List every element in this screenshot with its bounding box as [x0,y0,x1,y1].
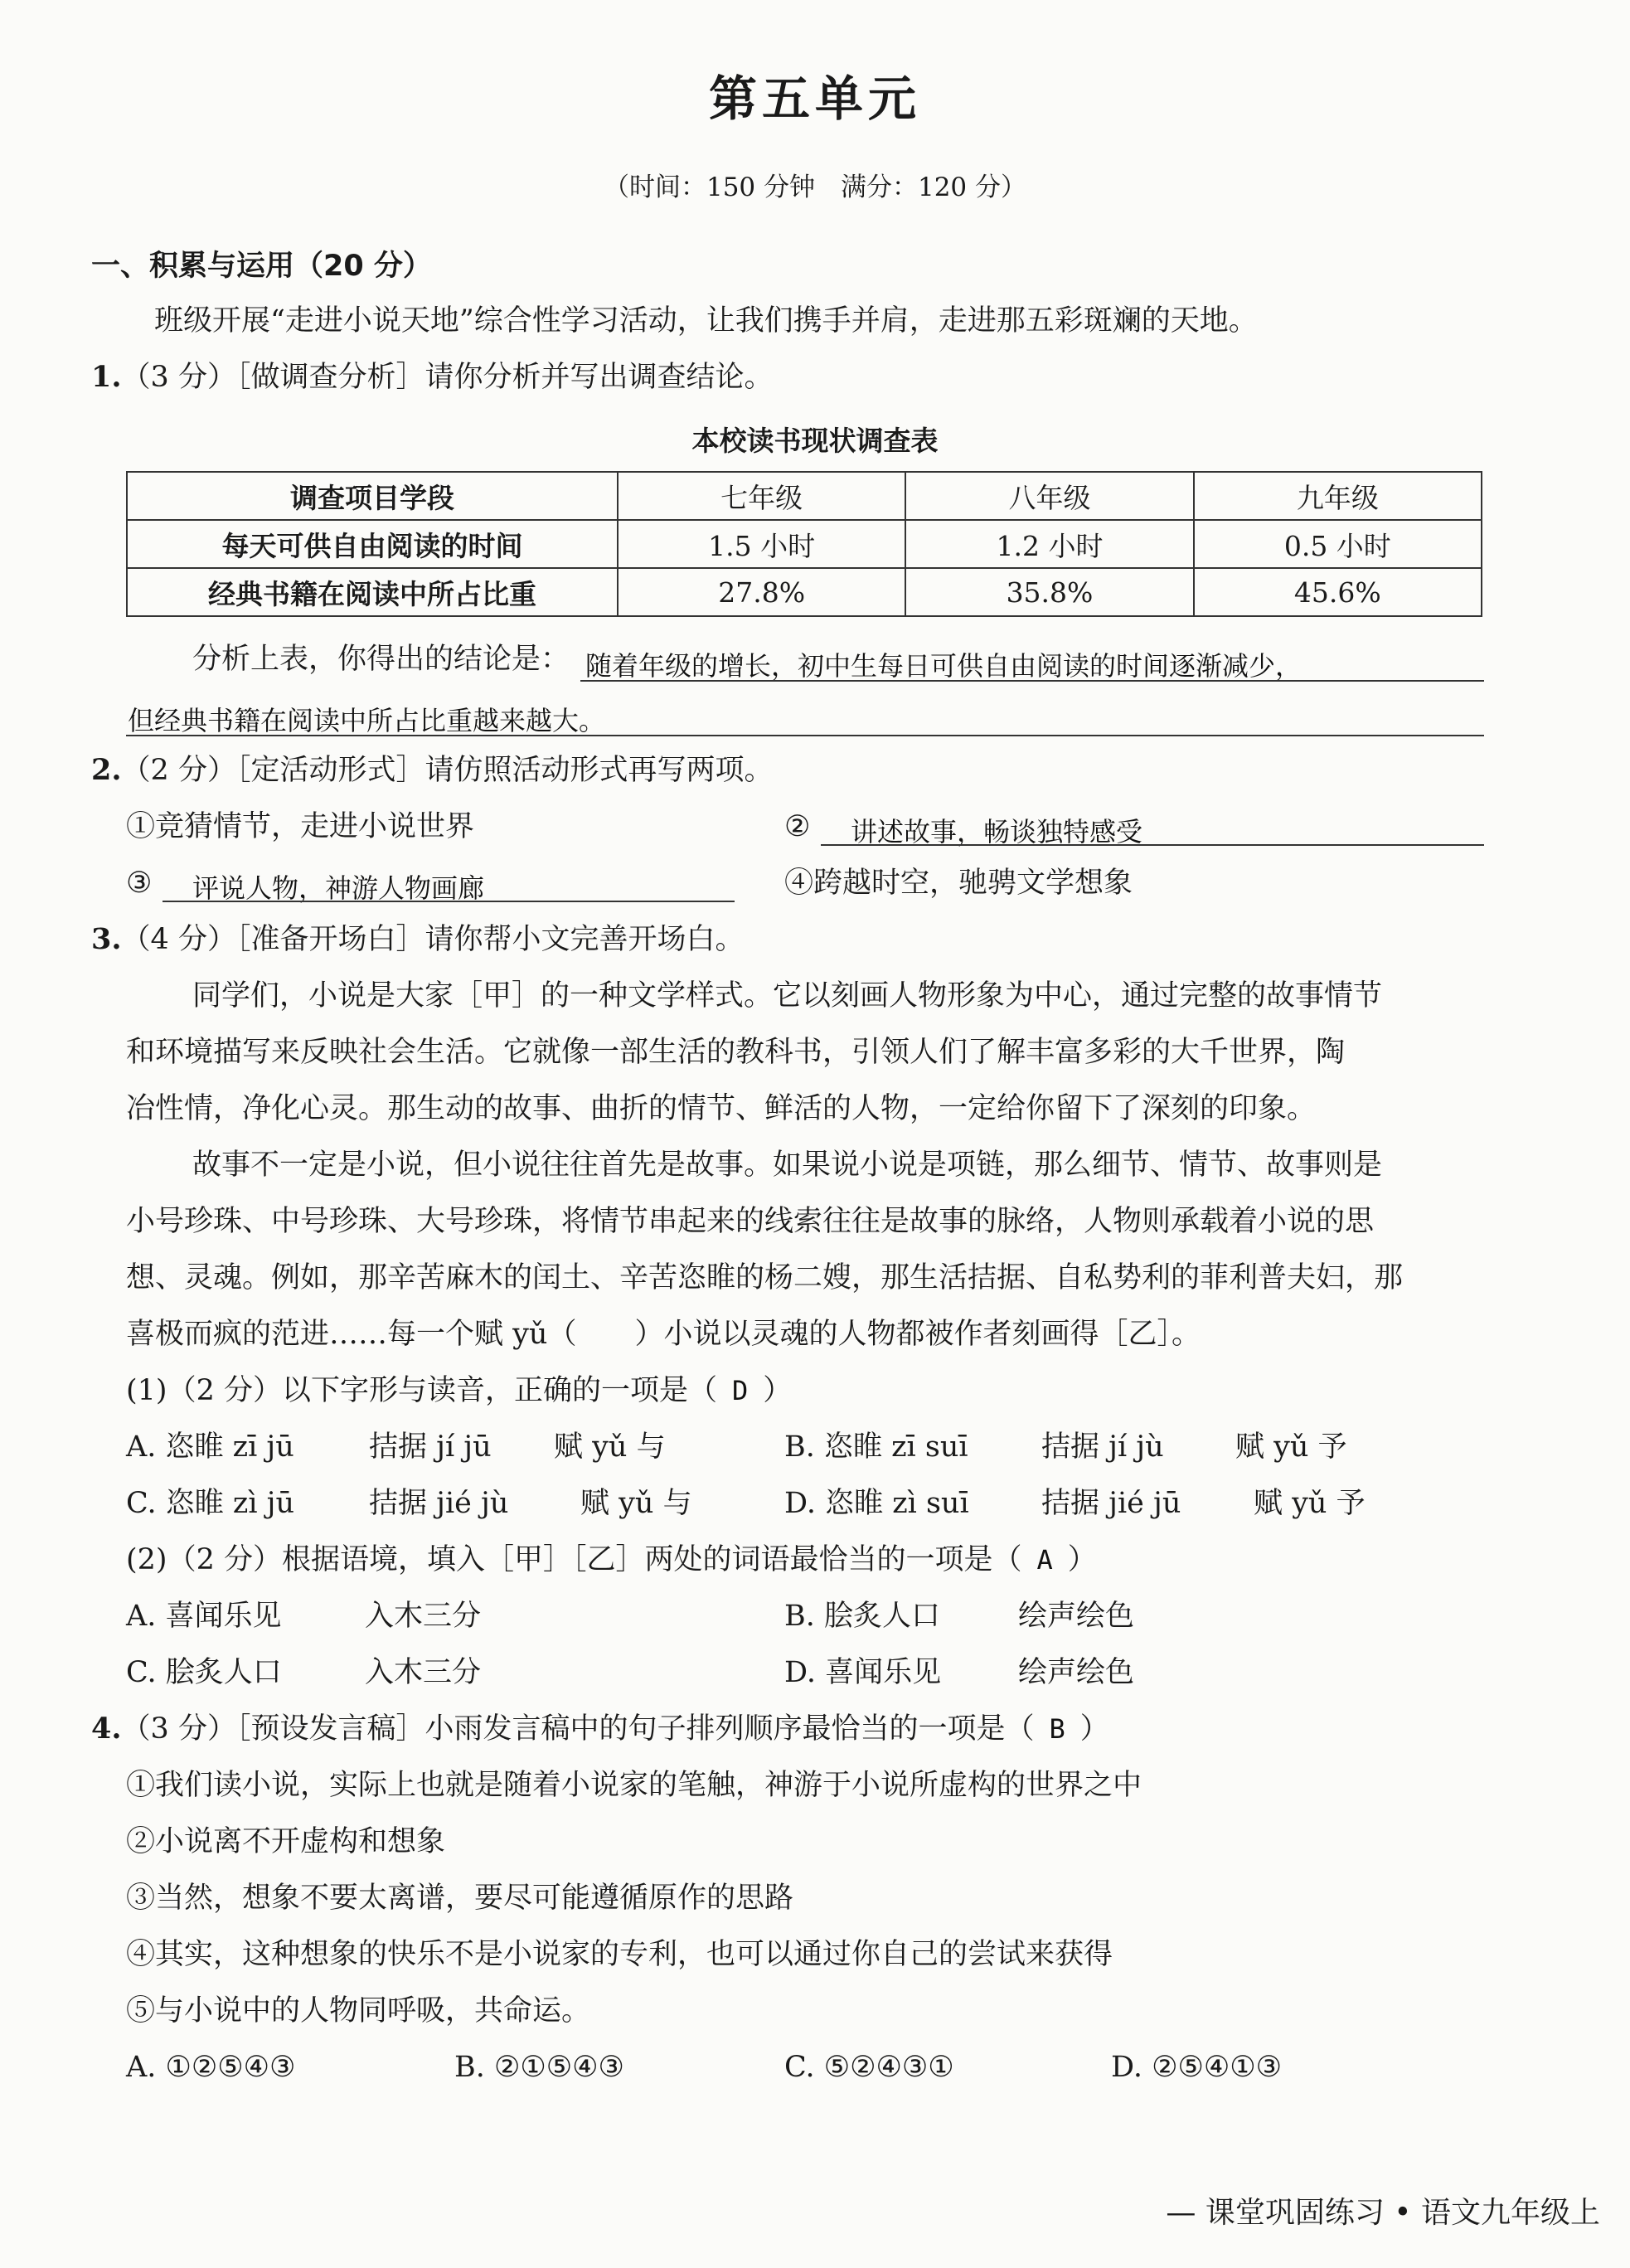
question-number: 1. [91,360,122,394]
option-c-word3: 赋 yǔ 与 [580,1487,692,1520]
question-stem: （4 分）［准备开场白］请你帮小文完善开场白。 [121,923,745,956]
sub-question-stem: (1)（2 分）以下字形与读音，正确的一项是（ [126,1374,717,1407]
table-cell: 45.6% [1194,568,1482,616]
option-d-word3: 赋 yǔ 予 [1254,1487,1366,1520]
passage-line: 想、灵魂。例如，那辛苦麻木的闰土、辛苦恣睢的杨二嫂，那生活拮据、自私势利的菲利普夫妇，那 [126,1261,1404,1294]
table-cell: 1.2 小时 [905,520,1193,568]
table-cell: 1.5 小时 [618,520,905,568]
sub-question-2 [126,1542,1097,1577]
sentence-item: ⑤与小说中的人物同呼吸，共命运。 [126,1994,591,2028]
option-d: D. 恣睢 zì suī [784,1487,969,1520]
question-number: 2. [91,753,122,787]
option-b: B. ②①⑤④③ [454,2051,624,2084]
option-c: C. 恣睢 zì jū [126,1487,295,1520]
section-heading: 一、积累与运用（20 分） [91,250,432,283]
paren-close: ） [1079,1712,1109,1746]
sub-question-stem: (2)（2 分）根据语境，填入［甲］［乙］两处的词语最恰当的一项是（ [126,1543,1022,1576]
handwritten-answer: 评说人物，神游人物画廊 [192,872,485,904]
question-stem: （2 分）［定活动形式］请仿照活动形式再写两项。 [121,754,774,787]
conclusion-prompt: 分析上表，你得出的结论是： [192,643,570,676]
section-intro: 班级开展“走进小说天地”综合性学习活动，让我们携手并肩，走进那五彩斑斓的天地。 [154,304,1258,338]
handwritten-answer: A [1036,1544,1053,1576]
sub-question-1 [126,1373,792,1408]
question-number: 3. [91,922,122,956]
sentence-item: ③当然，想象不要太离谱，要尽可能遵循原作的思路 [126,1882,794,1915]
passage-line: 冶性情，净化心灵。那生动的故事、曲折的情节、鲜活的人物，一定给你留下了深刻的印象。 [126,1092,1317,1125]
answer-underline [163,901,735,902]
activity-item-4: ④跨越时空，驰骋文学想象 [784,867,1133,900]
table-cell: 27.8% [618,568,905,616]
question-4 [91,1712,1109,1746]
table-row [127,568,1482,616]
sentence-item: ④其实，这种想象的快乐不是小说家的专利，也可以通过你自己的尝试来获得 [126,1938,1113,1971]
option-d: D. 喜闻乐见 [784,1656,942,1689]
activity-item-1: ①竞猜情节，走进小说世界 [126,810,475,843]
question-number: 4. [91,1712,122,1746]
activity-item-3-mark: ③ [126,867,153,900]
option-a-word3: 赋 yǔ 与 [554,1430,666,1464]
table-title: 本校读书现状调查表 [691,425,939,457]
activity-item-2-mark: ② [784,810,811,843]
option-d-word2: 拮据 jié jū [1041,1487,1181,1520]
handwritten-answer: 讲述故事，畅谈独特感受 [851,816,1143,847]
exam-info: （时间：150 分钟 满分：120 分） [603,172,1027,202]
sentence-item: ①我们读小说，实际上也就是随着小说家的笔触，神游于小说所虚构的世界之中 [126,1769,1142,1802]
handwritten-answer: D [731,1375,749,1406]
passage-line: 故事不一定是小说，但小说往往首先是故事。如果说小说是项链，那么细节、情节、故事则是 [192,1149,1383,1182]
option-c-word2: 入木三分 [365,1656,482,1689]
option-d: D. ②⑤④①③ [1111,2051,1282,2084]
option-a: A. 恣睢 zī jū [126,1430,294,1464]
question-stem: （3 分）［预设发言稿］小雨发言稿中的句子排列顺序最恰当的一项是（ [121,1712,1035,1746]
answer-underline [821,844,1484,846]
option-a-word2: 拮据 jí jū [369,1430,492,1464]
option-a: A. 喜闻乐见 [126,1600,282,1633]
option-a: A. ①②⑤④③ [126,2051,296,2084]
table-header-cell: 九年级 [1194,472,1482,520]
answer-underline [126,735,1484,736]
option-b-word2: 拮据 jí jù [1041,1430,1164,1464]
option-c: C. ⑤②④③① [784,2051,954,2084]
table-header-cell: 七年级 [618,472,905,520]
passage-line: 小号珍珠、中号珍珠、大号珍珠，将情节串起来的线索往往是故事的脉络，人物则承载着小说的思 [126,1205,1375,1238]
page-title: 第五单元 [708,70,921,127]
option-b: B. 脍炙人口 [784,1600,940,1633]
table-header-row [127,472,1482,520]
passage-line: 和环境描写来反映社会生活。它就像一部生活的教科书，引领人们了解丰富多彩的大千世界，陶 [126,1036,1346,1069]
option-c-word2: 拮据 jié jù [369,1487,509,1520]
passage-line: 喜极而疯的范进……每一个赋 yǔ（ ）小说以灵魂的人物都被作者刻画得［乙］。 [126,1318,1201,1351]
option-d-word2: 绘声绘色 [1018,1656,1135,1689]
question-1 [91,360,773,395]
passage-line: 同学们，小说是大家［甲］的一种文学样式。它以刻画人物形象为中心，通过完整的故事情节 [192,979,1383,1013]
option-a-word2: 入木三分 [365,1600,482,1633]
table-header-cell: 八年级 [905,472,1193,520]
handwritten-answer: B [1049,1713,1065,1745]
option-b: B. 恣睢 zī suī [784,1430,968,1464]
paren-close: ） [763,1374,793,1407]
paren-close: ） [1067,1543,1097,1576]
option-c: C. 脍炙人口 [126,1656,282,1689]
option-b-word2: 绘声绘色 [1018,1600,1135,1633]
table-cell: 0.5 小时 [1194,520,1482,568]
table-cell: 每天可供自由阅读的时间 [127,520,618,568]
question-stem: （3 分）［做调查分析］请你分析并写出调查结论。 [121,361,774,394]
page-footer: — 课堂巩固练习 • 语文九年级上 [1166,2196,1600,2230]
handwritten-answer: 但经典书籍在阅读中所占比重越来越大。 [128,705,606,736]
answer-underline [580,680,1484,682]
table-row [127,520,1482,568]
table-cell: 经典书籍在阅读中所占比重 [127,568,618,616]
sentence-item: ②小说离不开虚构和想象 [126,1825,446,1858]
table-cell: 35.8% [905,568,1193,616]
table-header-cell: 调查项目学段 [127,472,618,520]
option-b-word3: 赋 yǔ 予 [1235,1430,1347,1464]
question-2 [91,753,773,788]
survey-table [126,471,1482,617]
handwritten-answer: 随着年级的增长，初中生每日可供自由阅读的时间逐渐减少， [585,650,1303,682]
question-3 [91,922,744,957]
